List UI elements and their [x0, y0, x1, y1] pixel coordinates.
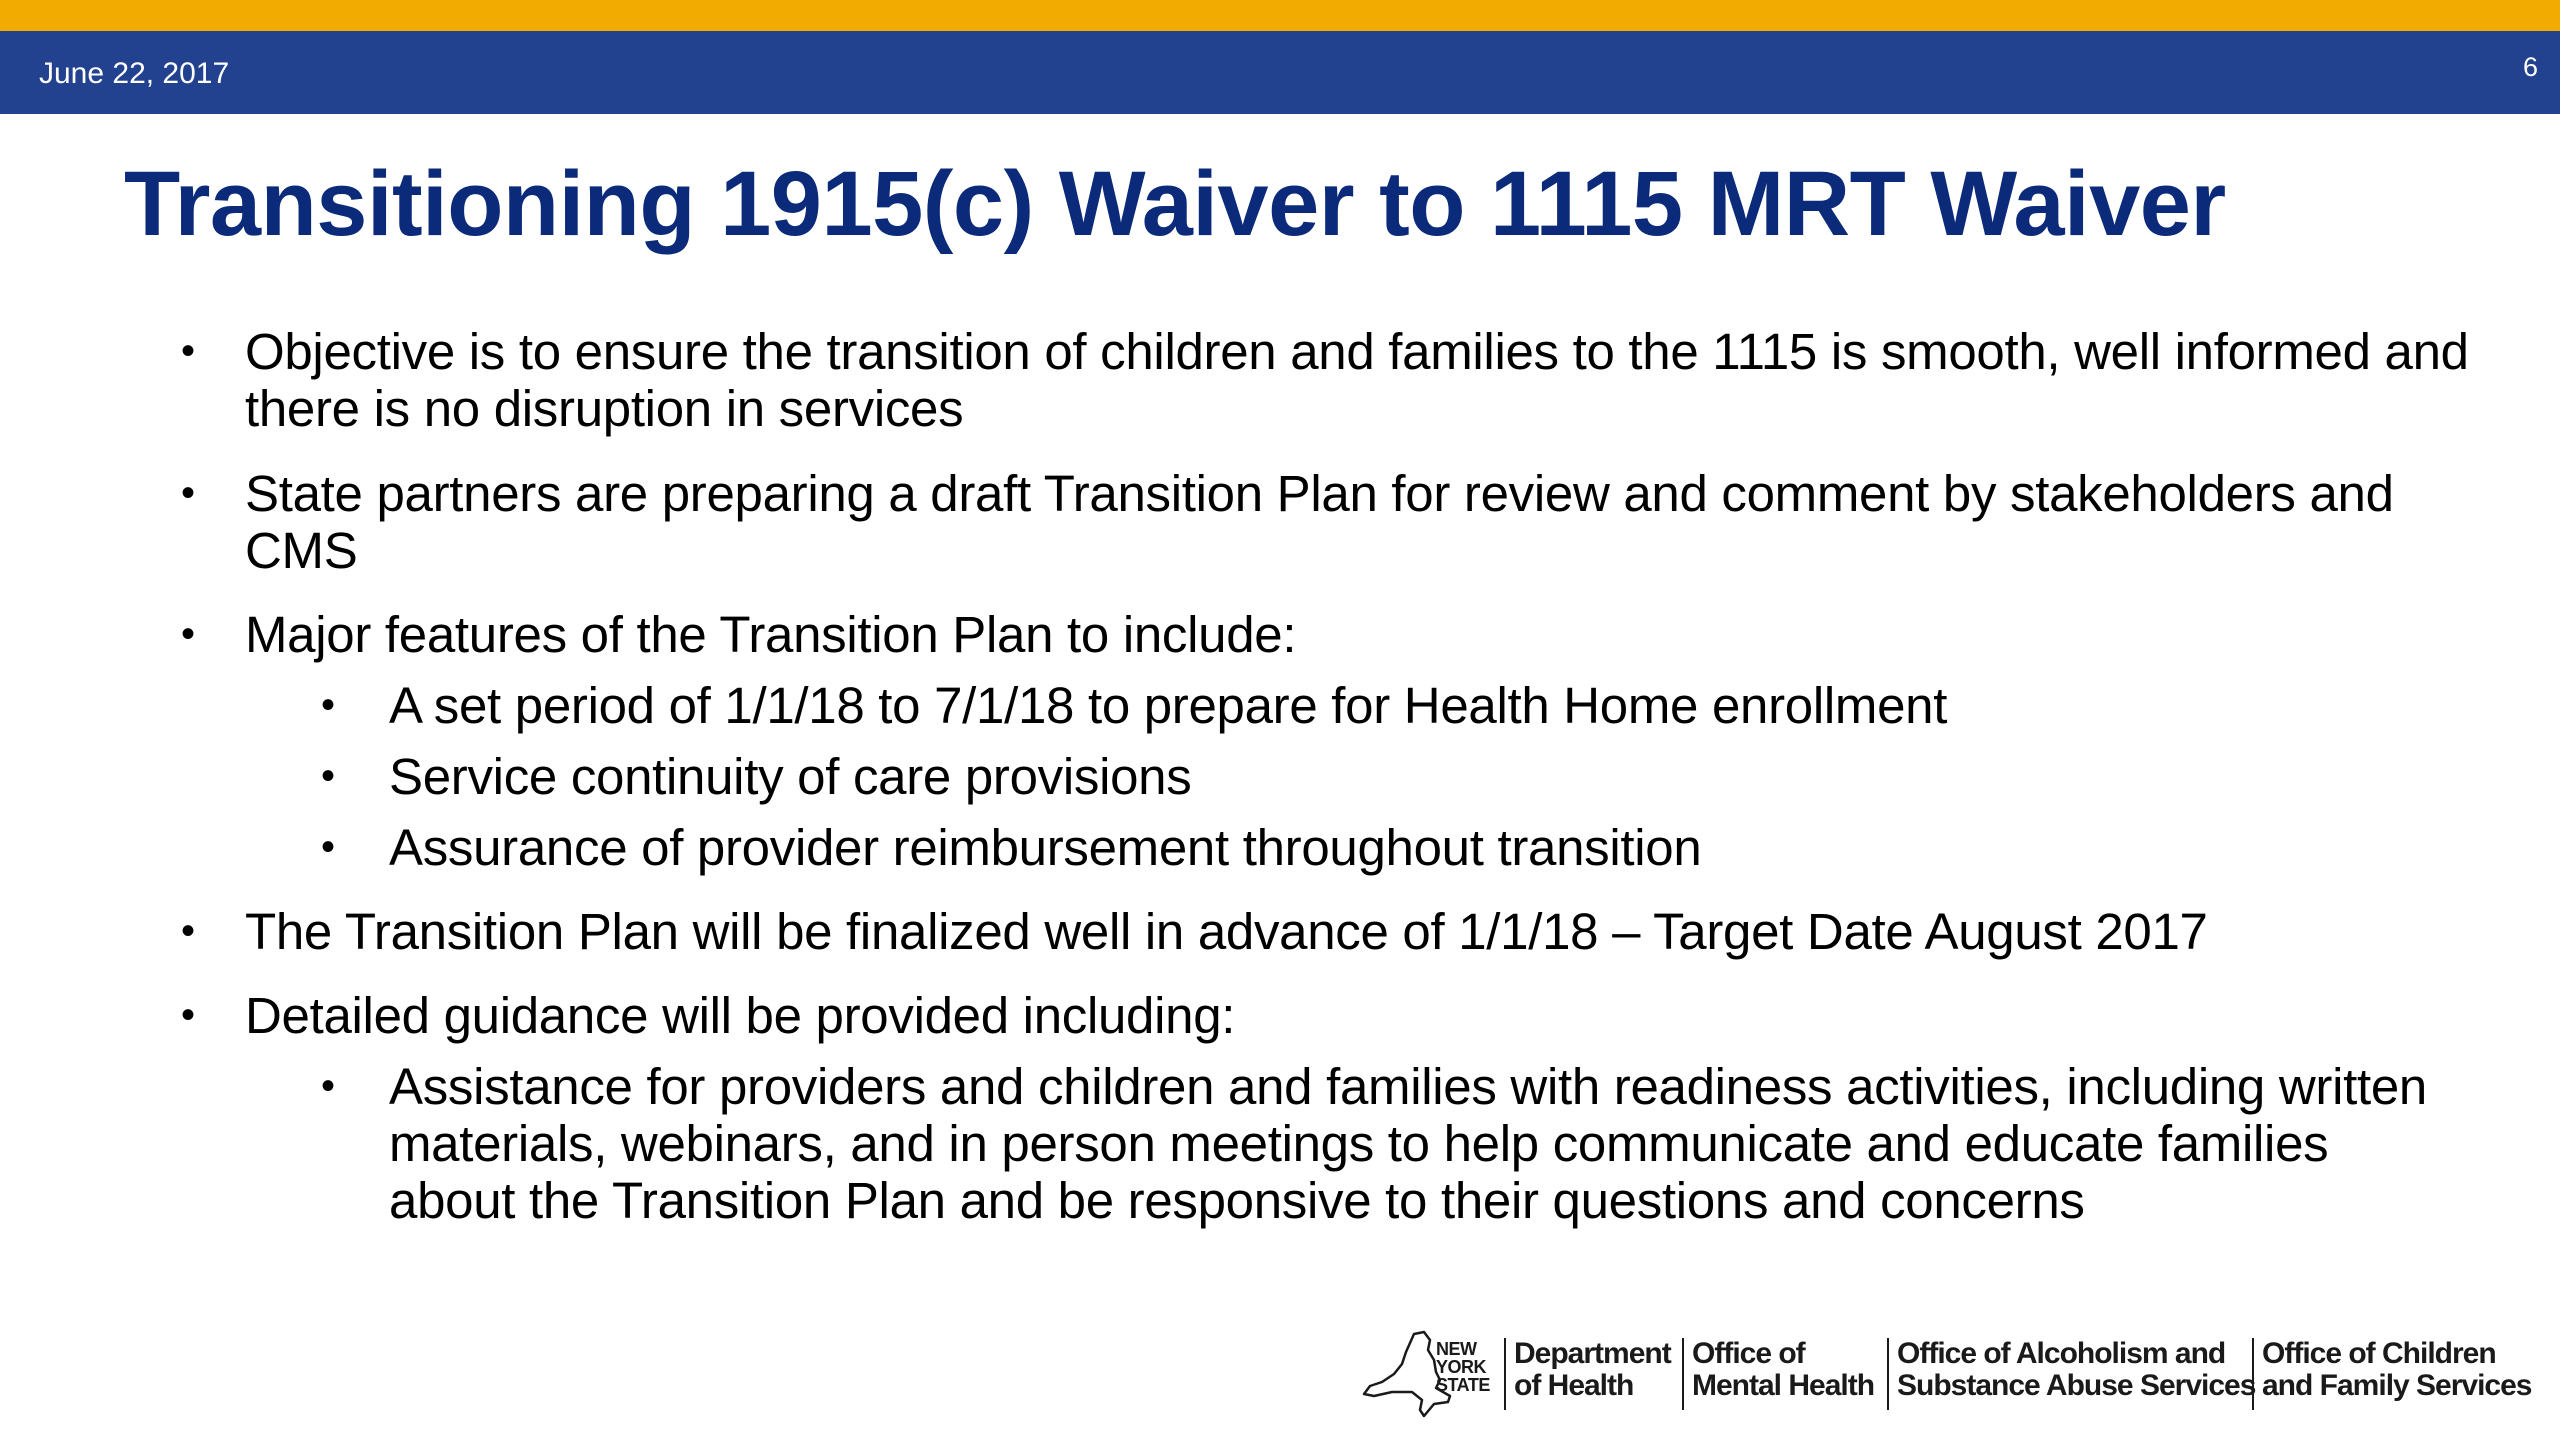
ny-word: STATE [1436, 1375, 1490, 1395]
slide-title: Transitioning 1915(c) Waiver to 1115 MRT Waiver [124, 153, 2226, 255]
slide-date: June 22, 2017 [39, 57, 230, 90]
bullet-dot: • [321, 683, 335, 727]
bullet-major-features [181, 606, 2475, 663]
bullet-state-partners [181, 465, 2475, 579]
agency-office-of-alcoholism [1887, 1338, 2255, 1410]
bullet-dot: • [181, 329, 195, 373]
slide-page-number: 6 [2522, 52, 2538, 82]
agency-line: Mental Health [1692, 1369, 1875, 1402]
bullet-text: Assurance of provider reimbursement throughout transition [389, 819, 1702, 876]
bullet-finalized [181, 903, 2475, 960]
bullet-text: Assistance for providers and children and families with readiness activities, including written materials, webinars, and in person meetings to help communicate and educate families about the Transition Plan and be responsive to their questions and concerns [389, 1058, 2427, 1229]
bullet-dot: • [321, 754, 335, 798]
bullet-dot: • [321, 825, 335, 869]
footer-logos [1362, 1330, 2532, 1420]
bullet-text: Objective is to ensure the transition of children and families to the 1115 is smooth, well informed and there is no disruption in services [245, 323, 2469, 437]
bullet-guidance [181, 987, 2475, 1044]
agency-line: Office of Children [2262, 1337, 2496, 1370]
sub-bullet-service-continuity [321, 748, 2489, 805]
bullet-text: Detailed guidance will be provided including: [245, 987, 1236, 1044]
agency-department-of-health [1504, 1338, 1671, 1410]
bullet-text: State partners are preparing a draft Transition Plan for review and comment by stakeholders and CMS [245, 465, 2394, 579]
agency-line: Office of Alcoholism and [1897, 1337, 2226, 1370]
agency-office-of-children [2252, 1338, 2532, 1410]
bullet-dot: • [181, 471, 195, 515]
agency-line: and Family Services [2262, 1369, 2532, 1402]
bullet-text: The Transition Plan will be finalized well in advance of 1/1/18 – Target Date August 2017 [245, 903, 2208, 960]
agency-line: Office of [1692, 1337, 1805, 1370]
bullet-text: A set period of 1/1/18 to 7/1/18 to prepare for Health Home enrollment [389, 677, 1948, 734]
agency-office-of-mental-health [1682, 1338, 1874, 1410]
ny-word: NEW [1436, 1339, 1477, 1359]
sub-bullet-set-period [321, 677, 2489, 734]
ny-state-wordmark [1436, 1340, 1490, 1394]
bullet-dot: • [181, 993, 195, 1037]
agency-line: Substance Abuse Services [1897, 1369, 2256, 1402]
sub-bullet-reimbursement [321, 819, 2489, 876]
bullet-objective [181, 323, 2475, 437]
top-accent-bar [0, 0, 2560, 31]
agency-line: Department [1514, 1337, 1671, 1370]
ny-word: YORK [1436, 1357, 1487, 1377]
bullet-text: Service continuity of care provisions [389, 748, 1192, 805]
bullet-dot: • [181, 909, 195, 953]
header-bar [0, 31, 2560, 114]
bullet-text: Major features of the Transition Plan to include: [245, 606, 1297, 663]
bullet-dot: • [321, 1064, 335, 1108]
bullet-dot: • [181, 612, 195, 656]
agency-line: of Health [1514, 1369, 1634, 1402]
sub-bullet-assistance [321, 1058, 2449, 1229]
